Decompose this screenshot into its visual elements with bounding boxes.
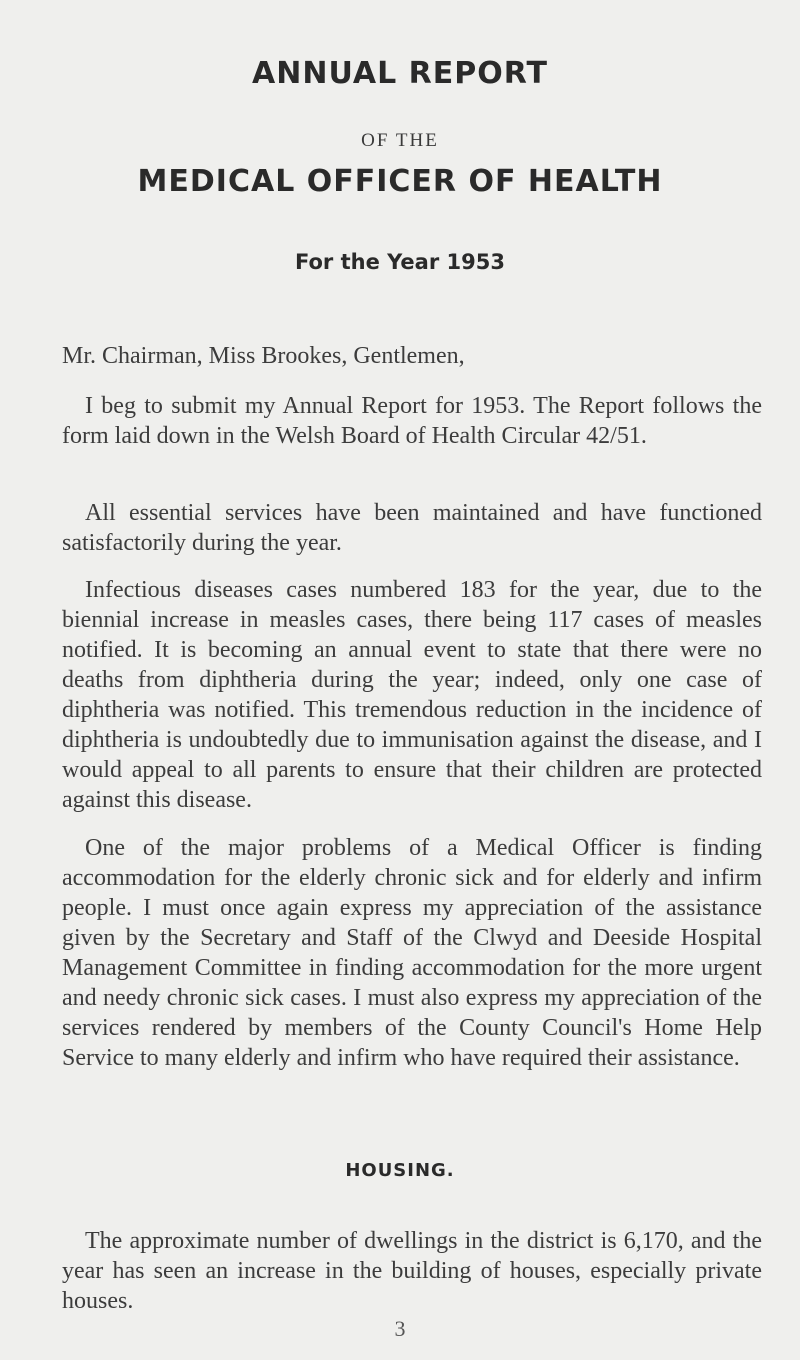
paragraph-intro: I beg to submit my Annual Report for 1953. The Report follows the form laid down in the Welsh Board of Health Circular 42/51. — [62, 393, 762, 449]
section-heading-housing: HOUSING. — [345, 1160, 455, 1181]
paragraph-infectious-diseases: Infectious diseases cases numbered 183 for the year, due to the biennial increase in measles cases, there being 117 cases of measles notified. It is becoming an annual event to state that there were no deaths from diphtheria during the year; indeed, only one case of diphtheria was notified. This tremendous reduction in the incidence of diphtheria is undoubtedly due to immunisation against the disease, and I would appeal to all parents to ensure that their children are protected against this disease. — [62, 577, 762, 813]
report-year: For the Year 1953 — [295, 250, 505, 274]
paragraph-services: All essential services have been maintained and have functioned satisfactorily during the year. — [62, 500, 762, 556]
report-title-connector: OF THE — [361, 130, 439, 151]
paragraph-elderly-care: One of the major problems of a Medical Officer is finding accommodation for the elderly chronic sick and for elderly and infirm people. I must once again express my appreciation of the assistance given by the Secretary and Staff of the Clwyd and Deeside Hospital Management Committee in finding accommodation for the more urgent and needy chronic sick cases. I must also express my appreciation of the services rendered by members of the County Council's Home Help Service to many elderly and infirm who have required their assistance. — [62, 835, 762, 1071]
report-subtitle: MEDICAL OFFICER OF HEALTH — [137, 164, 663, 199]
report-title: ANNUAL REPORT — [252, 56, 548, 91]
page-number: 3 — [394, 1316, 406, 1341]
paragraph-housing: The approximate number of dwellings in the district is 6,170, and the year has seen an increase in the building of houses, especially private houses. — [62, 1228, 762, 1314]
salutation: Mr. Chairman, Miss Brookes, Gentlemen, — [62, 343, 465, 369]
